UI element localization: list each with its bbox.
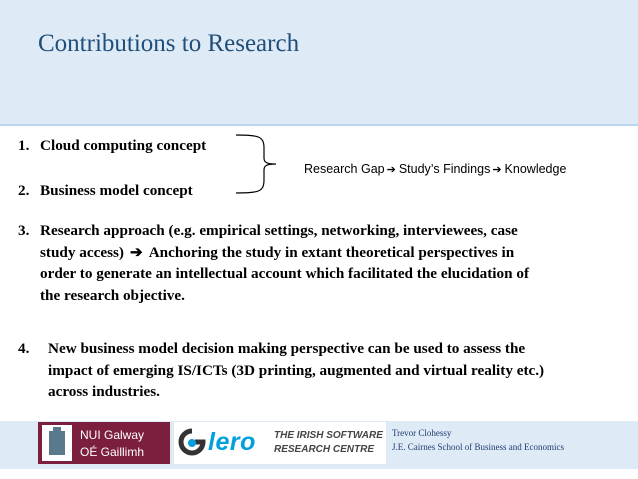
lero-logo — [174, 422, 386, 464]
item-number: 3. — [18, 222, 30, 239]
right-brace-icon — [236, 132, 302, 196]
item-text: Research approach (e.g. empirical settings, networking, interviewees, case — [40, 222, 518, 239]
lero-tagline: RESEARCH CENTRE — [274, 444, 375, 455]
nui-galway-logo — [38, 422, 170, 464]
lero-tagline: THE IRISH SOFTWARE — [274, 430, 383, 441]
research-gap-flow — [304, 162, 566, 176]
item-text: New business model decision making perspective can be used to assess the — [48, 340, 526, 357]
item-text: Business model concept — [40, 182, 193, 199]
item-number: 1. — [18, 137, 30, 154]
arrow-right-icon: ➔ — [129, 243, 143, 261]
flow-step: Study’s Findings — [398, 162, 491, 176]
author-affiliation: J.E. Cairnes School of Business and Economics — [392, 442, 564, 452]
arrow-right-icon: ➔ — [386, 164, 396, 176]
item-text: Cloud computing concept — [40, 137, 207, 154]
author-name: Trevor Clohessy — [392, 428, 452, 438]
flow-step: Research Gap — [304, 162, 385, 176]
item-text: the research objective. — [40, 286, 185, 304]
item-text: across industries. — [48, 383, 160, 400]
arrow-right-icon: ➔ — [492, 164, 502, 176]
item-text: study access) — [40, 243, 124, 261]
slide-title: Contributions to Research — [38, 30, 300, 57]
divider — [0, 124, 638, 126]
lero-mark-icon — [178, 428, 206, 458]
lero-wordmark: lero — [208, 428, 256, 456]
flow-step: Knowledge — [504, 162, 567, 176]
logo-text: NUI Galway — [80, 428, 145, 442]
item-text: order to generate an intellectual account which facilitated the elucidation of — [40, 265, 530, 282]
logo-text: OÉ Gaillimh — [80, 445, 145, 459]
item-number: 4. — [18, 340, 30, 357]
item-text: impact of emerging IS/ICTs (3D printing, augmented and virtual reality etc.) — [48, 361, 545, 379]
title-band — [0, 0, 638, 124]
tower-icon — [42, 425, 72, 461]
item-number: 2. — [18, 182, 30, 199]
item-text: Anchoring the study in extant theoretical perspectives in — [148, 243, 515, 261]
